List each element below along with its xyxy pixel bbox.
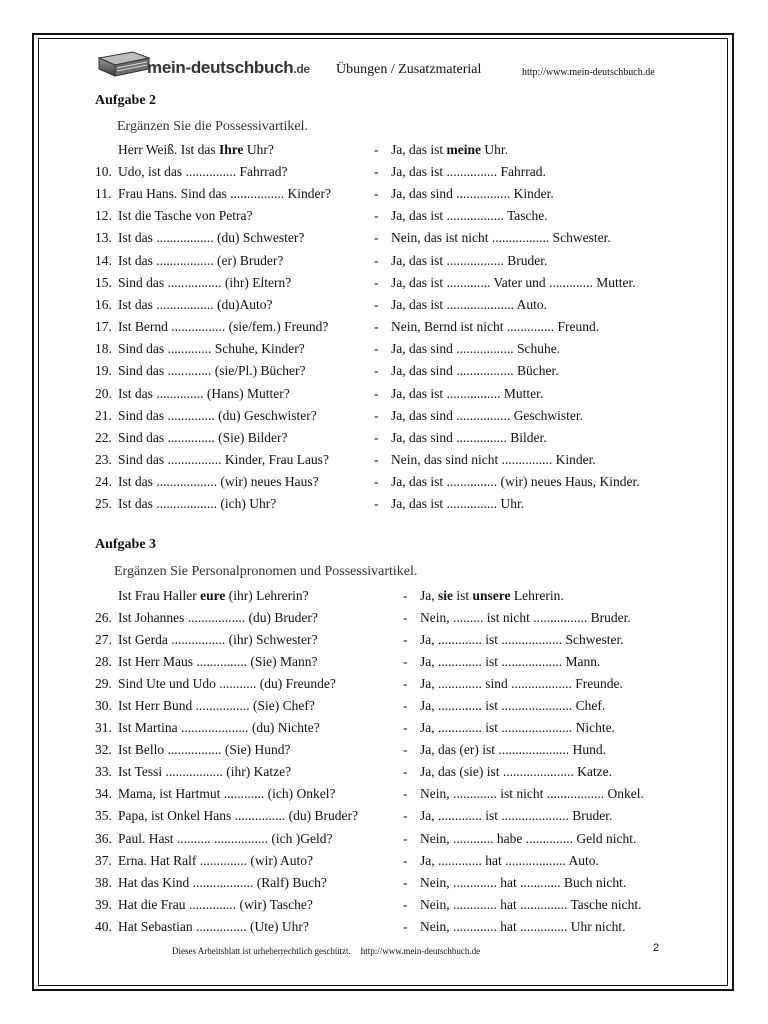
example-question: Herr Weiß. Ist das Ihre Uhr? bbox=[118, 142, 274, 157]
exercise-number: 40. bbox=[95, 918, 112, 934]
exercise-row bbox=[0, 742, 768, 764]
exercise-question: Sind Ute und Udo ........... (du) Freunde? bbox=[118, 676, 336, 692]
exercise-row bbox=[0, 230, 768, 252]
exercise-number: 29. bbox=[95, 676, 112, 692]
separator-dash: - bbox=[403, 830, 408, 846]
separator-dash: - bbox=[403, 852, 408, 868]
separator-dash: - bbox=[403, 764, 408, 780]
exercise-number: 25. bbox=[95, 496, 112, 512]
exercise-answer: Ja, das (er) ist ..................... Hund. bbox=[420, 742, 606, 758]
separator-dash: - bbox=[374, 429, 379, 445]
exercise-question: Ist Tessi ................. (ihr) Katze? bbox=[118, 764, 292, 780]
exercise-row bbox=[0, 319, 768, 341]
exercise-number: 20. bbox=[95, 385, 112, 401]
aufgabe2-example-row bbox=[0, 142, 768, 164]
separator-dash: - bbox=[403, 632, 408, 648]
copyright-notice: Dieses Arbeitsblatt ist urheberrechtlich geschützt. bbox=[172, 946, 351, 956]
separator-dash: - bbox=[374, 451, 379, 467]
exercise-answer: Ja, das ist ............... Fahrrad. bbox=[391, 164, 546, 179]
exercise-row bbox=[0, 676, 768, 698]
exercise-number: 23. bbox=[95, 451, 112, 467]
exercise-question: Ist Gerda ................ (ihr) Schwester? bbox=[118, 632, 318, 648]
exercise-row bbox=[0, 897, 768, 919]
exercise-question: Ist das ................. (er) Bruder? bbox=[118, 252, 284, 268]
separator-dash: - bbox=[374, 474, 379, 490]
exercise-row bbox=[0, 808, 768, 830]
separator-dash: - bbox=[403, 808, 408, 824]
exercise-answer: Ja, ............. ist .................. Schwester. bbox=[420, 632, 624, 648]
exercise-number: 28. bbox=[95, 654, 112, 670]
exercise-row bbox=[0, 786, 768, 808]
separator-dash: - bbox=[374, 385, 379, 401]
exercise-question: Ist Martina .................... (du) Nichte? bbox=[118, 720, 320, 736]
footer bbox=[172, 946, 480, 956]
aufgabe2-instruction: Ergänzen Sie die Possessivartikel. bbox=[117, 119, 309, 134]
exercise-number: 32. bbox=[95, 742, 112, 758]
separator-dash: - bbox=[403, 676, 408, 692]
exercise-number: 17. bbox=[95, 319, 112, 335]
footer-url[interactable]: http://www.mein-deutschbuch.de bbox=[360, 946, 481, 956]
exercise-number: 24. bbox=[95, 474, 112, 490]
separator-dash: - bbox=[374, 230, 379, 246]
exercise-question: Ist das .............. (Hans) Mutter? bbox=[118, 385, 290, 401]
exercise-question: Ist Herr Maus ............... (Sie) Mann? bbox=[118, 654, 318, 670]
exercise-number: 21. bbox=[95, 407, 112, 423]
exercise-number: 38. bbox=[95, 874, 112, 890]
separator-dash: - bbox=[374, 496, 379, 512]
exercise-row bbox=[0, 341, 768, 363]
exercise-number: 16. bbox=[95, 296, 112, 312]
exercise-question: Udo, ist das ............... Fahrrad? bbox=[118, 164, 288, 179]
separator-dash: - bbox=[403, 654, 408, 670]
example-answer: Ja, sie ist unsere Lehrerin. bbox=[420, 588, 564, 603]
exercise-question: Ist Bernd ................ (sie/fem.) Freund? bbox=[118, 319, 329, 335]
aufgabe3-title: Aufgabe 3 bbox=[95, 537, 157, 552]
logo-wordmark: mein-deutschbuch bbox=[147, 58, 294, 77]
exercise-row bbox=[0, 654, 768, 676]
exercise-answer: Nein, ......... ist nicht ................ Bruder. bbox=[420, 610, 631, 625]
exercise-number: 11. bbox=[95, 186, 112, 202]
exercise-question: Frau Hans. Sind das ................ Kinder? bbox=[118, 186, 331, 202]
exercise-answer: Ja, ............. ist .................. Mann. bbox=[420, 654, 601, 670]
exercise-question: Hat das Kind .................. (Ralf) Buch? bbox=[118, 874, 327, 890]
exercise-number: 10. bbox=[95, 164, 112, 179]
separator-dash: - bbox=[374, 319, 379, 335]
example-question: Ist Frau Haller eure (ihr) Lehrerin? bbox=[118, 588, 309, 603]
separator-dash: - bbox=[374, 296, 379, 312]
aufgabe3-instruction: Ergänzen Sie Personalpronomen und Possessivartikel. bbox=[114, 564, 418, 579]
exercise-question: Ist das .................. (wir) neues Haus? bbox=[118, 474, 319, 490]
separator-dash: - bbox=[403, 698, 408, 714]
exercise-answer: Nein, das sind nicht ............... Kinder. bbox=[391, 451, 596, 467]
exercise-number: 19. bbox=[95, 363, 112, 379]
exercise-answer: Ja, das ist ................. Bruder. bbox=[391, 252, 548, 268]
exercise-answer: Ja, das sind ................. Bücher. bbox=[391, 363, 559, 379]
aufgabe3-example-row bbox=[0, 588, 768, 610]
exercise-answer: Ja, ............. hat .................. Auto. bbox=[420, 852, 599, 868]
logo bbox=[95, 48, 325, 84]
exercise-question: Sind das ............. (sie/Pl.) Bücher? bbox=[118, 363, 306, 379]
exercise-row bbox=[0, 408, 768, 430]
exercise-row bbox=[0, 764, 768, 786]
exercise-row bbox=[0, 919, 768, 941]
exercise-answer: Ja, das sind ............... Bilder. bbox=[391, 429, 547, 445]
exercise-answer: Ja, ............. ist .................... Bruder. bbox=[420, 808, 613, 824]
exercise-question: Ist das ................. (du)Auto? bbox=[118, 296, 273, 312]
separator-dash: - bbox=[374, 341, 379, 357]
exercise-answer: Ja, das ist ................ Mutter. bbox=[391, 385, 544, 401]
exercise-question: Hat die Frau .............. (wir) Tasche? bbox=[118, 896, 313, 912]
book-icon bbox=[95, 50, 151, 78]
exercise-answer: Nein, ............. hat ............ Buch nicht. bbox=[420, 874, 627, 890]
exercise-question: Paul. Hast .......... ................ (ich )Geld? bbox=[118, 830, 333, 846]
exercise-question: Hat Sebastian ............... (Ute) Uhr? bbox=[118, 918, 309, 934]
exercise-number: 30. bbox=[95, 698, 112, 714]
exercise-answer: Ja, ............. ist ..................... Chef. bbox=[420, 698, 606, 714]
exercise-answer: Ja, das ist ............. Vater und ............. Mutter. bbox=[391, 274, 636, 290]
exercise-question: Ist Bello ................ (Sie) Hund? bbox=[118, 742, 291, 758]
separator-dash: - bbox=[403, 874, 408, 890]
exercise-question: Papa, ist Onkel Hans ............... (du) Bruder? bbox=[118, 808, 358, 824]
separator-dash: - bbox=[403, 588, 408, 603]
exercise-number: 34. bbox=[95, 786, 112, 802]
exercise-answer: Ja, das ist ............... (wir) neues Haus, Kinder. bbox=[391, 474, 640, 490]
separator-dash: - bbox=[374, 142, 379, 157]
exercise-number: 35. bbox=[95, 808, 112, 824]
exercise-row bbox=[0, 386, 768, 408]
exercise-answer: Ja, das ist ................. Tasche. bbox=[391, 208, 548, 224]
exercise-question: Sind das ............. Schuhe, Kinder? bbox=[118, 341, 305, 357]
header-title: Übungen / Zusatzmaterial bbox=[336, 62, 482, 77]
exercise-row bbox=[0, 474, 768, 496]
exercise-row bbox=[0, 253, 768, 275]
exercise-answer: Nein, ............. hat .............. Uhr nicht. bbox=[420, 918, 626, 934]
exercise-answer: Ja, das (sie) ist ..................... Katze. bbox=[420, 764, 612, 780]
exercise-number: 14. bbox=[95, 252, 112, 268]
page-header bbox=[95, 48, 695, 84]
exercise-number: 15. bbox=[95, 274, 112, 290]
exercise-row bbox=[0, 430, 768, 452]
exercise-number: 36. bbox=[95, 830, 112, 846]
exercise-answer: Nein, ............. hat .............. Tasche nicht. bbox=[420, 896, 642, 912]
exercise-number: 31. bbox=[95, 720, 112, 736]
separator-dash: - bbox=[374, 164, 379, 179]
exercise-row bbox=[0, 363, 768, 385]
separator-dash: - bbox=[403, 610, 408, 625]
separator-dash: - bbox=[403, 918, 408, 934]
exercise-answer: Nein, Bernd ist nicht .............. Freund. bbox=[391, 319, 600, 335]
exercise-row bbox=[0, 452, 768, 474]
example-answer: Ja, das ist meine Uhr. bbox=[391, 142, 508, 157]
exercise-answer: Ja, das sind ................ Kinder. bbox=[391, 186, 554, 202]
exercise-answer: Ja, das sind ................. Schuhe. bbox=[391, 341, 561, 357]
exercise-answer: Ja, ............. sind .................. Freunde. bbox=[420, 676, 623, 692]
separator-dash: - bbox=[374, 407, 379, 423]
exercise-question: Ist das .................. (ich) Uhr? bbox=[118, 496, 277, 512]
exercise-row bbox=[0, 496, 768, 518]
exercise-row bbox=[0, 186, 768, 208]
separator-dash: - bbox=[403, 742, 408, 758]
separator-dash: - bbox=[403, 720, 408, 736]
exercise-question: Mama, ist Hartmut ............ (ich) Onkel? bbox=[118, 786, 336, 802]
exercise-answer: Ja, ............. ist ..................... Nichte. bbox=[420, 720, 615, 736]
separator-dash: - bbox=[374, 363, 379, 379]
exercise-number: 37. bbox=[95, 852, 112, 868]
exercise-number: 13. bbox=[95, 230, 112, 246]
exercise-question: Ist Johannes ................. (du) Bruder? bbox=[118, 610, 318, 625]
separator-dash: - bbox=[374, 186, 379, 202]
exercise-question: Ist das ................. (du) Schwester? bbox=[118, 230, 305, 246]
exercise-row bbox=[0, 875, 768, 897]
exercise-answer: Nein, das ist nicht ................. Schwester. bbox=[391, 230, 611, 246]
exercise-number: 22. bbox=[95, 429, 112, 445]
exercise-number: 39. bbox=[95, 896, 112, 912]
exercise-question: Ist die Tasche von Petra? bbox=[118, 208, 253, 224]
exercise-row bbox=[0, 610, 768, 632]
logo-tld: .de bbox=[293, 62, 310, 76]
exercise-answer: Ja, das ist ............... Uhr. bbox=[391, 496, 525, 512]
exercise-answer: Nein, ............. ist nicht ................. Onkel. bbox=[420, 786, 644, 802]
exercise-question: Sind das ................ (ihr) Eltern? bbox=[118, 274, 292, 290]
exercise-question: Sind das .............. (du) Geschwister? bbox=[118, 407, 317, 423]
exercise-row bbox=[0, 164, 768, 186]
exercise-number: 33. bbox=[95, 764, 112, 780]
aufgabe2-title: Aufgabe 2 bbox=[95, 93, 157, 108]
exercise-row bbox=[0, 831, 768, 853]
header-url[interactable]: http://www.mein-deutschbuch.de bbox=[522, 67, 655, 78]
exercise-number: 12. bbox=[95, 208, 112, 224]
exercise-question: Ist Herr Bund ................ (Sie) Chef? bbox=[118, 698, 315, 714]
exercise-number: 18. bbox=[95, 341, 112, 357]
exercise-answer: Ja, das sind ................ Geschwister. bbox=[391, 407, 583, 423]
page-number: 2 bbox=[653, 942, 660, 954]
exercise-number: 26. bbox=[95, 610, 112, 625]
exercise-row bbox=[0, 275, 768, 297]
separator-dash: - bbox=[374, 274, 379, 290]
exercise-row bbox=[0, 632, 768, 654]
exercise-row bbox=[0, 720, 768, 742]
exercise-number: 27. bbox=[95, 632, 112, 648]
exercise-row bbox=[0, 208, 768, 230]
separator-dash: - bbox=[374, 252, 379, 268]
separator-dash: - bbox=[403, 786, 408, 802]
exercise-row bbox=[0, 297, 768, 319]
separator-dash: - bbox=[403, 896, 408, 912]
exercise-question: Erna. Hat Ralf .............. (wir) Auto? bbox=[118, 852, 313, 868]
exercise-question: Sind das ................ Kinder, Frau Laus? bbox=[118, 451, 329, 467]
exercise-row bbox=[0, 698, 768, 720]
exercise-row bbox=[0, 853, 768, 875]
separator-dash: - bbox=[374, 208, 379, 224]
exercise-answer: Ja, das ist .................... Auto. bbox=[391, 296, 548, 312]
exercise-answer: Nein, ............ habe .............. Geld nicht. bbox=[420, 830, 637, 846]
exercise-question: Sind das .............. (Sie) Bilder? bbox=[118, 429, 288, 445]
